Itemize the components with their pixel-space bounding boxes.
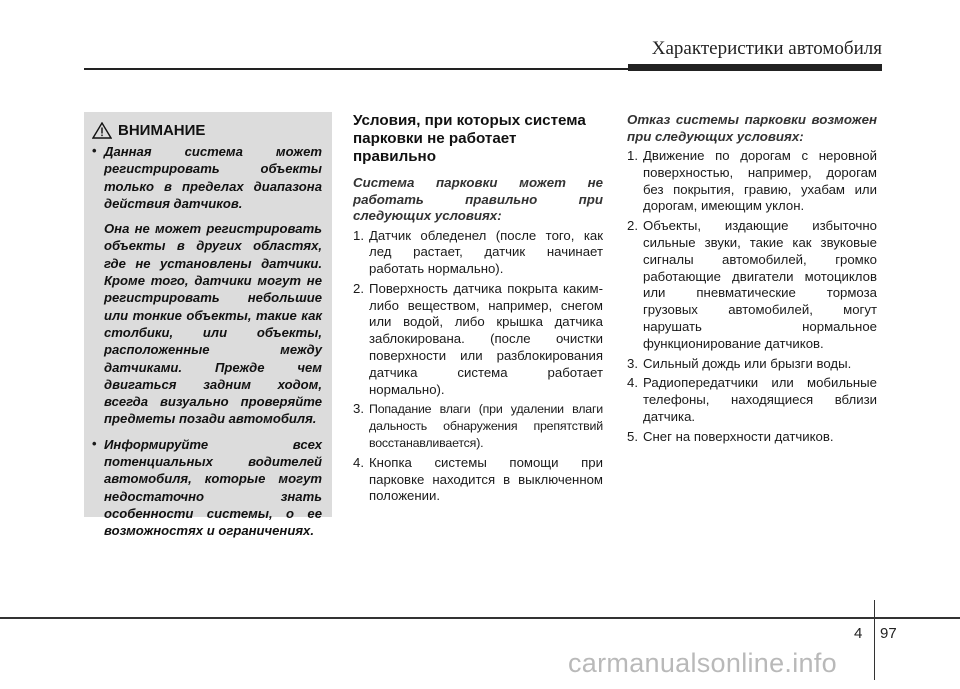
list-item — [627, 218, 877, 352]
warning-item — [92, 143, 322, 428]
section-title: Условия, при которых система парковки не работает правильно — [353, 112, 586, 165]
warning-item — [92, 436, 322, 540]
page-header-title: Характеристики автомобиля — [651, 38, 882, 59]
list-item — [353, 281, 603, 399]
list-item-number: 4. — [627, 375, 638, 391]
footer-divider — [874, 600, 875, 680]
list-item — [627, 148, 877, 215]
list-item — [353, 455, 603, 505]
list-item-text: Поверхность датчика покрыта каким-либо веществом, например, снегом или водой, либо крышка датчика заблокирована. (после очистки поверхности или разблокирования датчика система работает нормально). — [369, 280, 603, 397]
list-item-text: Датчик обледенел (после того, как лед растает, датчик начинает работать нормально). — [369, 227, 603, 277]
failure-conditions-list — [627, 148, 877, 446]
list-item-text: Объекты, издающие избыточно сильные звуки, такие как звуковые сигналы автомобилей, громко работающие двигатели мотоциклов или пневматические тормоза грузовых автомобилей, могут нарушать нормальное функционирование датчиков. — [643, 218, 877, 351]
list-item-text: Радиопередатчики или мобильные телефоны, находящиеся вблизи датчика. — [643, 375, 877, 424]
list-item-text: Снег на поверхности датчиков. — [643, 428, 834, 444]
warning-triangle-icon — [92, 122, 112, 139]
list-item-text: Движение по дорогам с неровной поверхностью, например, дорогам без покрытия, гравию, ухабам или дорогам, имеющим уклон. — [643, 148, 877, 214]
list-item-number: 4. — [353, 454, 364, 470]
warning-box — [84, 112, 332, 539]
list-item-number: 5. — [627, 428, 638, 444]
header-bar — [628, 64, 882, 71]
list-item — [627, 429, 877, 446]
conditions-list — [353, 228, 603, 506]
list-item-number: 3. — [627, 355, 638, 371]
list-item-number: 1. — [353, 227, 364, 243]
warning-heading — [84, 112, 332, 139]
middle-column — [353, 112, 603, 508]
list-item — [353, 401, 603, 451]
warning-title: ВНИМАНИЕ — [118, 122, 206, 139]
list-item-number: 2. — [627, 218, 638, 234]
warning-paragraph: Она не может регистрировать объекты в других областях, где не установлены датчики. Кроме того, датчики могут не регистрировать небольшие или тонкие объекты, такие как столбики, или объекты, расположенные между датчиками. Прежде чем двигаться задним ходом, всегда визуально проверяйте предметы позади автомобиля. — [104, 221, 322, 427]
page-number: 97 — [880, 625, 897, 642]
list-item-text: Сильный дождь или брызги воды. — [643, 355, 852, 371]
list-item — [627, 375, 877, 425]
list-item-text: Попадание влаги (при удалении влаги дальность обнаружения препятствий восстанавливается). — [369, 402, 603, 451]
list-item — [353, 228, 603, 278]
chapter-number: 4 — [854, 625, 863, 642]
warning-paragraph: • Информируйте всех потенциальных водителей автомобиля, которые могут недостаточно знать особенности системы, о ее возможностях и ограничениях. — [104, 436, 322, 539]
list-item-text: Кнопка системы помощи при парковке находится в выключенном положении. — [369, 454, 603, 504]
watermark: carmanualsonline.info — [568, 648, 837, 678]
list-item-number: 1. — [627, 148, 638, 163]
section-subtitle: Система парковки может не работать правильно при следующих условиях: — [353, 175, 603, 223]
warning-paragraph: • Данная система может регистрировать объекты только в пределах диапазона действия датчиков. — [104, 144, 322, 211]
warning-list — [84, 143, 332, 540]
footer-rule — [0, 617, 960, 619]
list-item — [627, 356, 877, 373]
section-subtitle: Отказ системы парковки возможен при следующих условиях: — [627, 112, 877, 144]
list-item-number: 3. — [353, 401, 364, 417]
list-item-number: 2. — [353, 280, 364, 296]
right-column — [627, 112, 877, 449]
